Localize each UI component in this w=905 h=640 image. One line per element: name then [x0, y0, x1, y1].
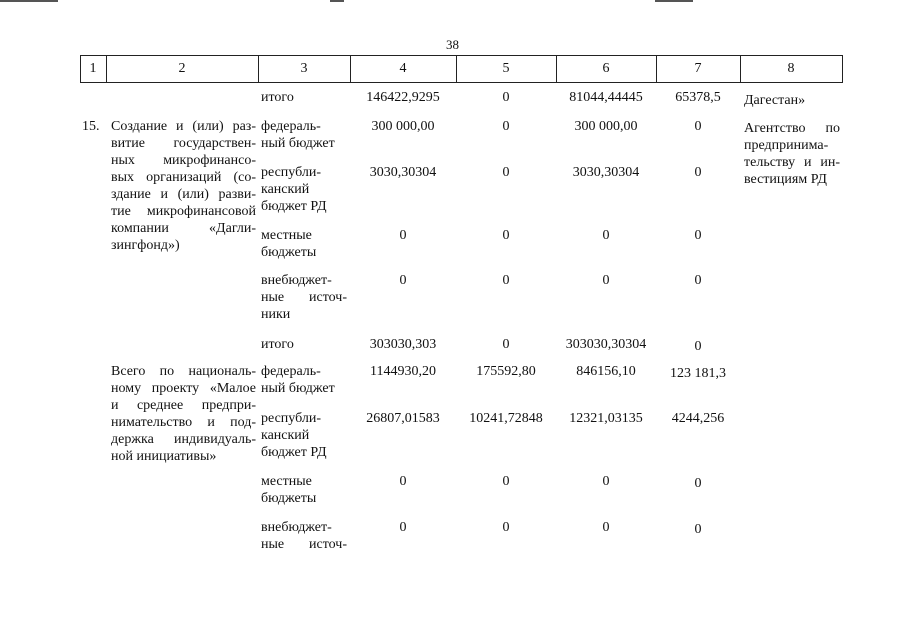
column-header: 4 — [399, 61, 407, 76]
total-title-line: нимательство и под- — [111, 415, 256, 430]
source-line: внебюджет- — [261, 273, 332, 288]
table-cell: 81044,44445 — [569, 90, 643, 105]
item-title-line: тие микрофинансовой — [111, 204, 256, 219]
source-line: местные — [261, 228, 312, 243]
source-line: внебюджет- — [261, 520, 332, 535]
column-header: 5 — [502, 61, 510, 76]
table-cell: 0 — [602, 474, 610, 489]
table-cell: 0 — [502, 90, 510, 105]
source-line: ный бюджет — [261, 136, 335, 151]
total-title-line: ному проекту «Малое — [111, 381, 256, 396]
table-cell: 0 — [399, 273, 407, 288]
item-title-line: вых организаций (со- — [111, 170, 256, 185]
table-cell: 10241,72848 — [469, 411, 543, 426]
table-cell: 0 — [694, 119, 702, 134]
source-line: республи- — [261, 411, 321, 426]
item-title-line: витие государствен- — [111, 136, 256, 151]
source-line: бюджет РД — [261, 445, 327, 460]
column-header: 3 — [300, 61, 308, 76]
table-cell: 0 — [602, 228, 610, 243]
source-line: федераль- — [261, 119, 321, 134]
table-cell: 0 — [694, 339, 702, 354]
column-header: 6 — [602, 61, 610, 76]
table-cell: 175592,80 — [476, 364, 536, 379]
table-cell: 303030,303 — [369, 337, 437, 352]
total-title-line: ной инициативы» — [111, 449, 217, 464]
responsible-line: предпринима- — [744, 138, 829, 153]
table-cell: 3030,30304 — [572, 165, 640, 180]
table-cell: 303030,30304 — [565, 337, 647, 352]
table-cell: 0 — [694, 228, 702, 243]
responsible-line: Агентство по — [744, 121, 840, 136]
table-cell: 0 — [502, 520, 510, 535]
column-header: 1 — [89, 61, 97, 76]
table-cell: 3030,30304 — [369, 165, 437, 180]
table-cell: 4244,256 — [671, 411, 725, 426]
source-line: бюджеты — [261, 245, 317, 260]
source-line: бюджеты — [261, 491, 317, 506]
table-cell: 26807,01583 — [366, 411, 440, 426]
total-title-line: держка индивидуаль- — [111, 432, 256, 447]
table-cell: 0 — [502, 119, 510, 134]
source-line: канский — [261, 182, 310, 197]
table-cell: 0 — [694, 476, 702, 491]
table-cell: 0 — [399, 474, 407, 489]
total-title-line: и среднее предпри- — [111, 398, 256, 413]
source-line: итого — [261, 337, 294, 352]
item-title-line: зингфонд») — [111, 238, 180, 253]
table-cell: 146422,9295 — [366, 90, 440, 105]
column-header: 8 — [787, 61, 795, 76]
table-cell: 0 — [502, 165, 510, 180]
table-cell: 0 — [602, 520, 610, 535]
scan-mark — [0, 0, 58, 2]
table-cell: 0 — [399, 520, 407, 535]
item-title-line: Создание и (или) раз- — [111, 119, 256, 134]
table-cell: 0 — [502, 228, 510, 243]
table-cell: 0 — [602, 273, 610, 288]
column-divider — [842, 55, 843, 83]
table-cell: 0 — [694, 165, 702, 180]
responsible-line: вестициям РД — [744, 172, 827, 187]
source-line: республи- — [261, 165, 321, 180]
scan-mark — [655, 0, 693, 2]
table-cell: 0 — [694, 273, 702, 288]
table-cell: 0 — [502, 273, 510, 288]
page-number: 38 — [446, 37, 459, 52]
item-title-line: здание и (или) разви- — [111, 187, 256, 202]
table-cell: 65378,5 — [675, 90, 721, 105]
source-line: ники — [261, 307, 291, 322]
scan-mark — [330, 0, 344, 2]
source-line: ные источ- — [261, 290, 347, 305]
table-cell: 300 000,00 — [371, 119, 435, 134]
responsible-cell: Дагестан» — [744, 93, 806, 108]
source-line: федераль- — [261, 364, 321, 379]
item-title-line: компании «Дагли- — [111, 221, 256, 236]
table-cell: 846156,10 — [576, 364, 636, 379]
table-cell: 0 — [502, 474, 510, 489]
column-header: 2 — [178, 61, 186, 76]
table-cell: 0 — [502, 337, 510, 352]
table-cell: 0 — [694, 522, 702, 537]
table-cell: 0 — [399, 228, 407, 243]
table-cell: 12321,03135 — [569, 411, 643, 426]
column-header: 7 — [694, 61, 702, 76]
source-line: бюджет РД — [261, 199, 327, 214]
table-row-source: итого — [261, 90, 294, 105]
source-line: ные источ- — [261, 537, 347, 552]
header-bottom-rule — [80, 82, 842, 83]
table-cell: 300 000,00 — [574, 119, 638, 134]
item-title-line: ных микрофинансо- — [111, 153, 256, 168]
table-cell: 123 181,3 — [670, 366, 726, 381]
source-line: местные — [261, 474, 312, 489]
item-number: 15. — [82, 119, 100, 134]
source-line: канский — [261, 428, 310, 443]
total-title-line: Всего по националь- — [111, 364, 256, 379]
source-line: ный бюджет — [261, 381, 335, 396]
responsible-line: тельству и ин- — [744, 155, 840, 170]
table-cell: 1144930,20 — [370, 364, 436, 379]
